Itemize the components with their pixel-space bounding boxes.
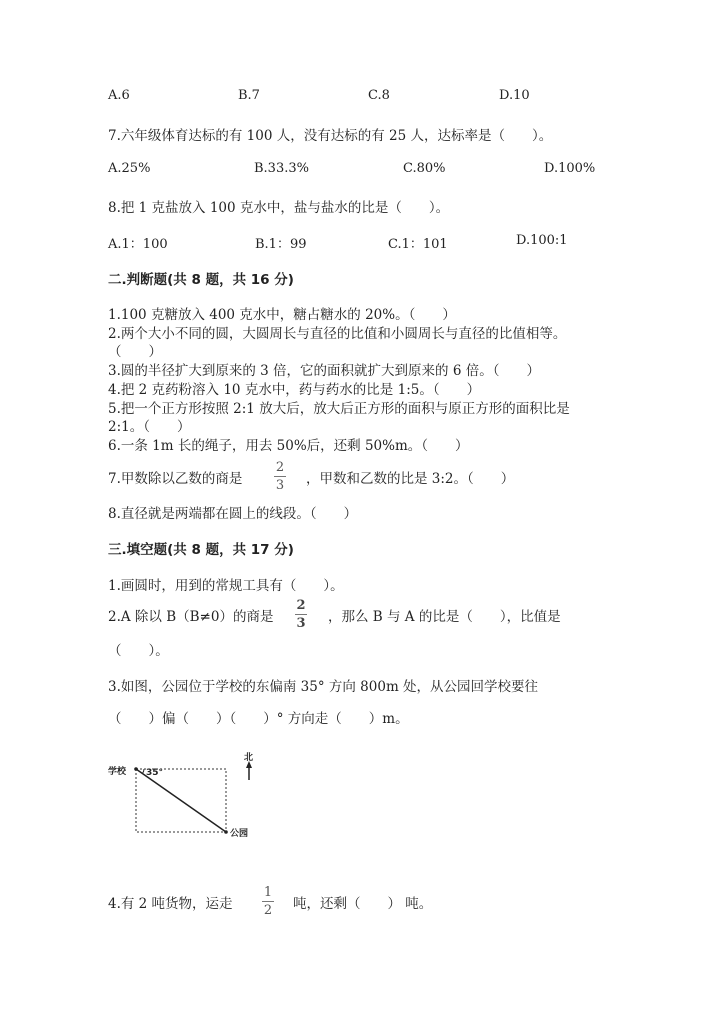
q6-option-b: B.7 <box>238 88 260 103</box>
fill-item-2-line2: （ ）。 <box>108 643 169 659</box>
judge-item-2-blank: （ ） <box>108 344 162 360</box>
q7-option-a: A.25% <box>108 161 151 176</box>
judge-item-8: 8.直径就是两端都在圆上的线段。（ ） <box>108 506 358 522</box>
school-label: 学校 <box>108 767 127 777</box>
q7-option-b: B.33.3% <box>254 161 309 176</box>
fill-item-3-line2: （ ）偏（ ）（ ）° 方向走（ ）m。 <box>108 711 409 727</box>
q6-option-c: C.8 <box>368 88 390 103</box>
fraction-denominator: 2 <box>263 903 273 918</box>
question-8: 8.把 1 克盐放入 100 克水中，盐与盐水的比是（ ）。 <box>108 200 450 216</box>
judge-item-5: 5.把一个正方形按照 2:1 放大后，放大后正方形的面积与原正方形的面积比是 <box>108 401 570 417</box>
fill-item-1: 1.画圆时，用到的常规工具有（ ）。 <box>108 578 344 594</box>
fill-item-4-prefix: 4.有 2 吨货物，运走 <box>108 896 233 912</box>
fraction-numerator: 2 <box>296 598 306 613</box>
north-label: 北 <box>244 753 254 763</box>
q7-option-c: C.80% <box>403 161 446 176</box>
question-7: 7.六年级体育达标的有 100 人，没有达标的有 25 人，达标率是（ ）。 <box>108 128 553 144</box>
judge-item-2: 2.两个大小不同的圆，大圆周长与直径的比值和小圆周长与直径的比值相等。 <box>108 326 567 342</box>
fill-item-2-suffix: ，那么 B 与 A 的比是（ ），比值是 <box>328 609 561 625</box>
q7-option-d: D.100% <box>544 161 596 176</box>
judge-item-6: 6.一条 1m 长的绳子，用去 50%后，还剩 50%m。（ ） <box>108 438 469 454</box>
fraction-denominator: 3 <box>275 478 285 493</box>
q8-option-a: A.1：100 <box>108 237 168 252</box>
fraction-numerator: 2 <box>275 460 285 475</box>
q6-option-d: D.10 <box>499 88 530 103</box>
fraction-bar <box>262 901 274 902</box>
q8-option-b: B.1：99 <box>255 237 307 252</box>
fill-item-4-suffix: 吨，还剩（ ） 吨。 <box>293 896 433 912</box>
judge-item-1: 1.100 克糖放入 400 克水中，糖占糖水的 20%。（ ） <box>108 307 456 323</box>
fraction-bar <box>295 614 307 615</box>
judge-item-7-suffix: ，甲数和乙数的比是 3:2。（ ） <box>306 471 515 487</box>
section-2-title: 二.判断题(共 8 题，共 16 分) <box>108 272 294 288</box>
fill-item-2-prefix: 2.A 除以 B（B≠0）的商是 <box>108 609 274 625</box>
judge-item-5-cont: 2:1。（ ） <box>108 419 191 435</box>
fill-item-3-line1: 3.如图，公园位于学校的东偏南 35° 方向 800m 处，从公园回学校要往 <box>108 679 539 695</box>
judge-item-4: 4.把 2 克药粉溶入 10 克水中，药与药水的比是 1:5。（ ） <box>108 382 481 398</box>
direction-diagram <box>108 753 268 842</box>
q8-option-d: D.100:1 <box>516 233 568 248</box>
park-label: 公园 <box>230 829 249 839</box>
judge-item-3: 3.圆的半径扩大到原来的 3 倍，它的面积就扩大到原来的 6 倍。（ ） <box>108 363 540 379</box>
q6-option-a: A.6 <box>108 88 130 103</box>
fraction-two-thirds <box>274 460 286 493</box>
fraction-numerator: 1 <box>263 885 273 900</box>
q8-option-c: C.1：101 <box>388 237 448 252</box>
judge-item-7-prefix: 7.甲数除以乙数的商是 <box>108 471 243 487</box>
fraction-one-half <box>262 885 274 918</box>
angle-label: 35° <box>146 768 164 778</box>
fraction-two-thirds <box>295 598 307 631</box>
section-3-title: 三.填空题(共 8 题，共 17 分) <box>108 542 294 558</box>
fraction-bar <box>274 476 286 477</box>
fraction-denominator: 3 <box>296 616 306 631</box>
